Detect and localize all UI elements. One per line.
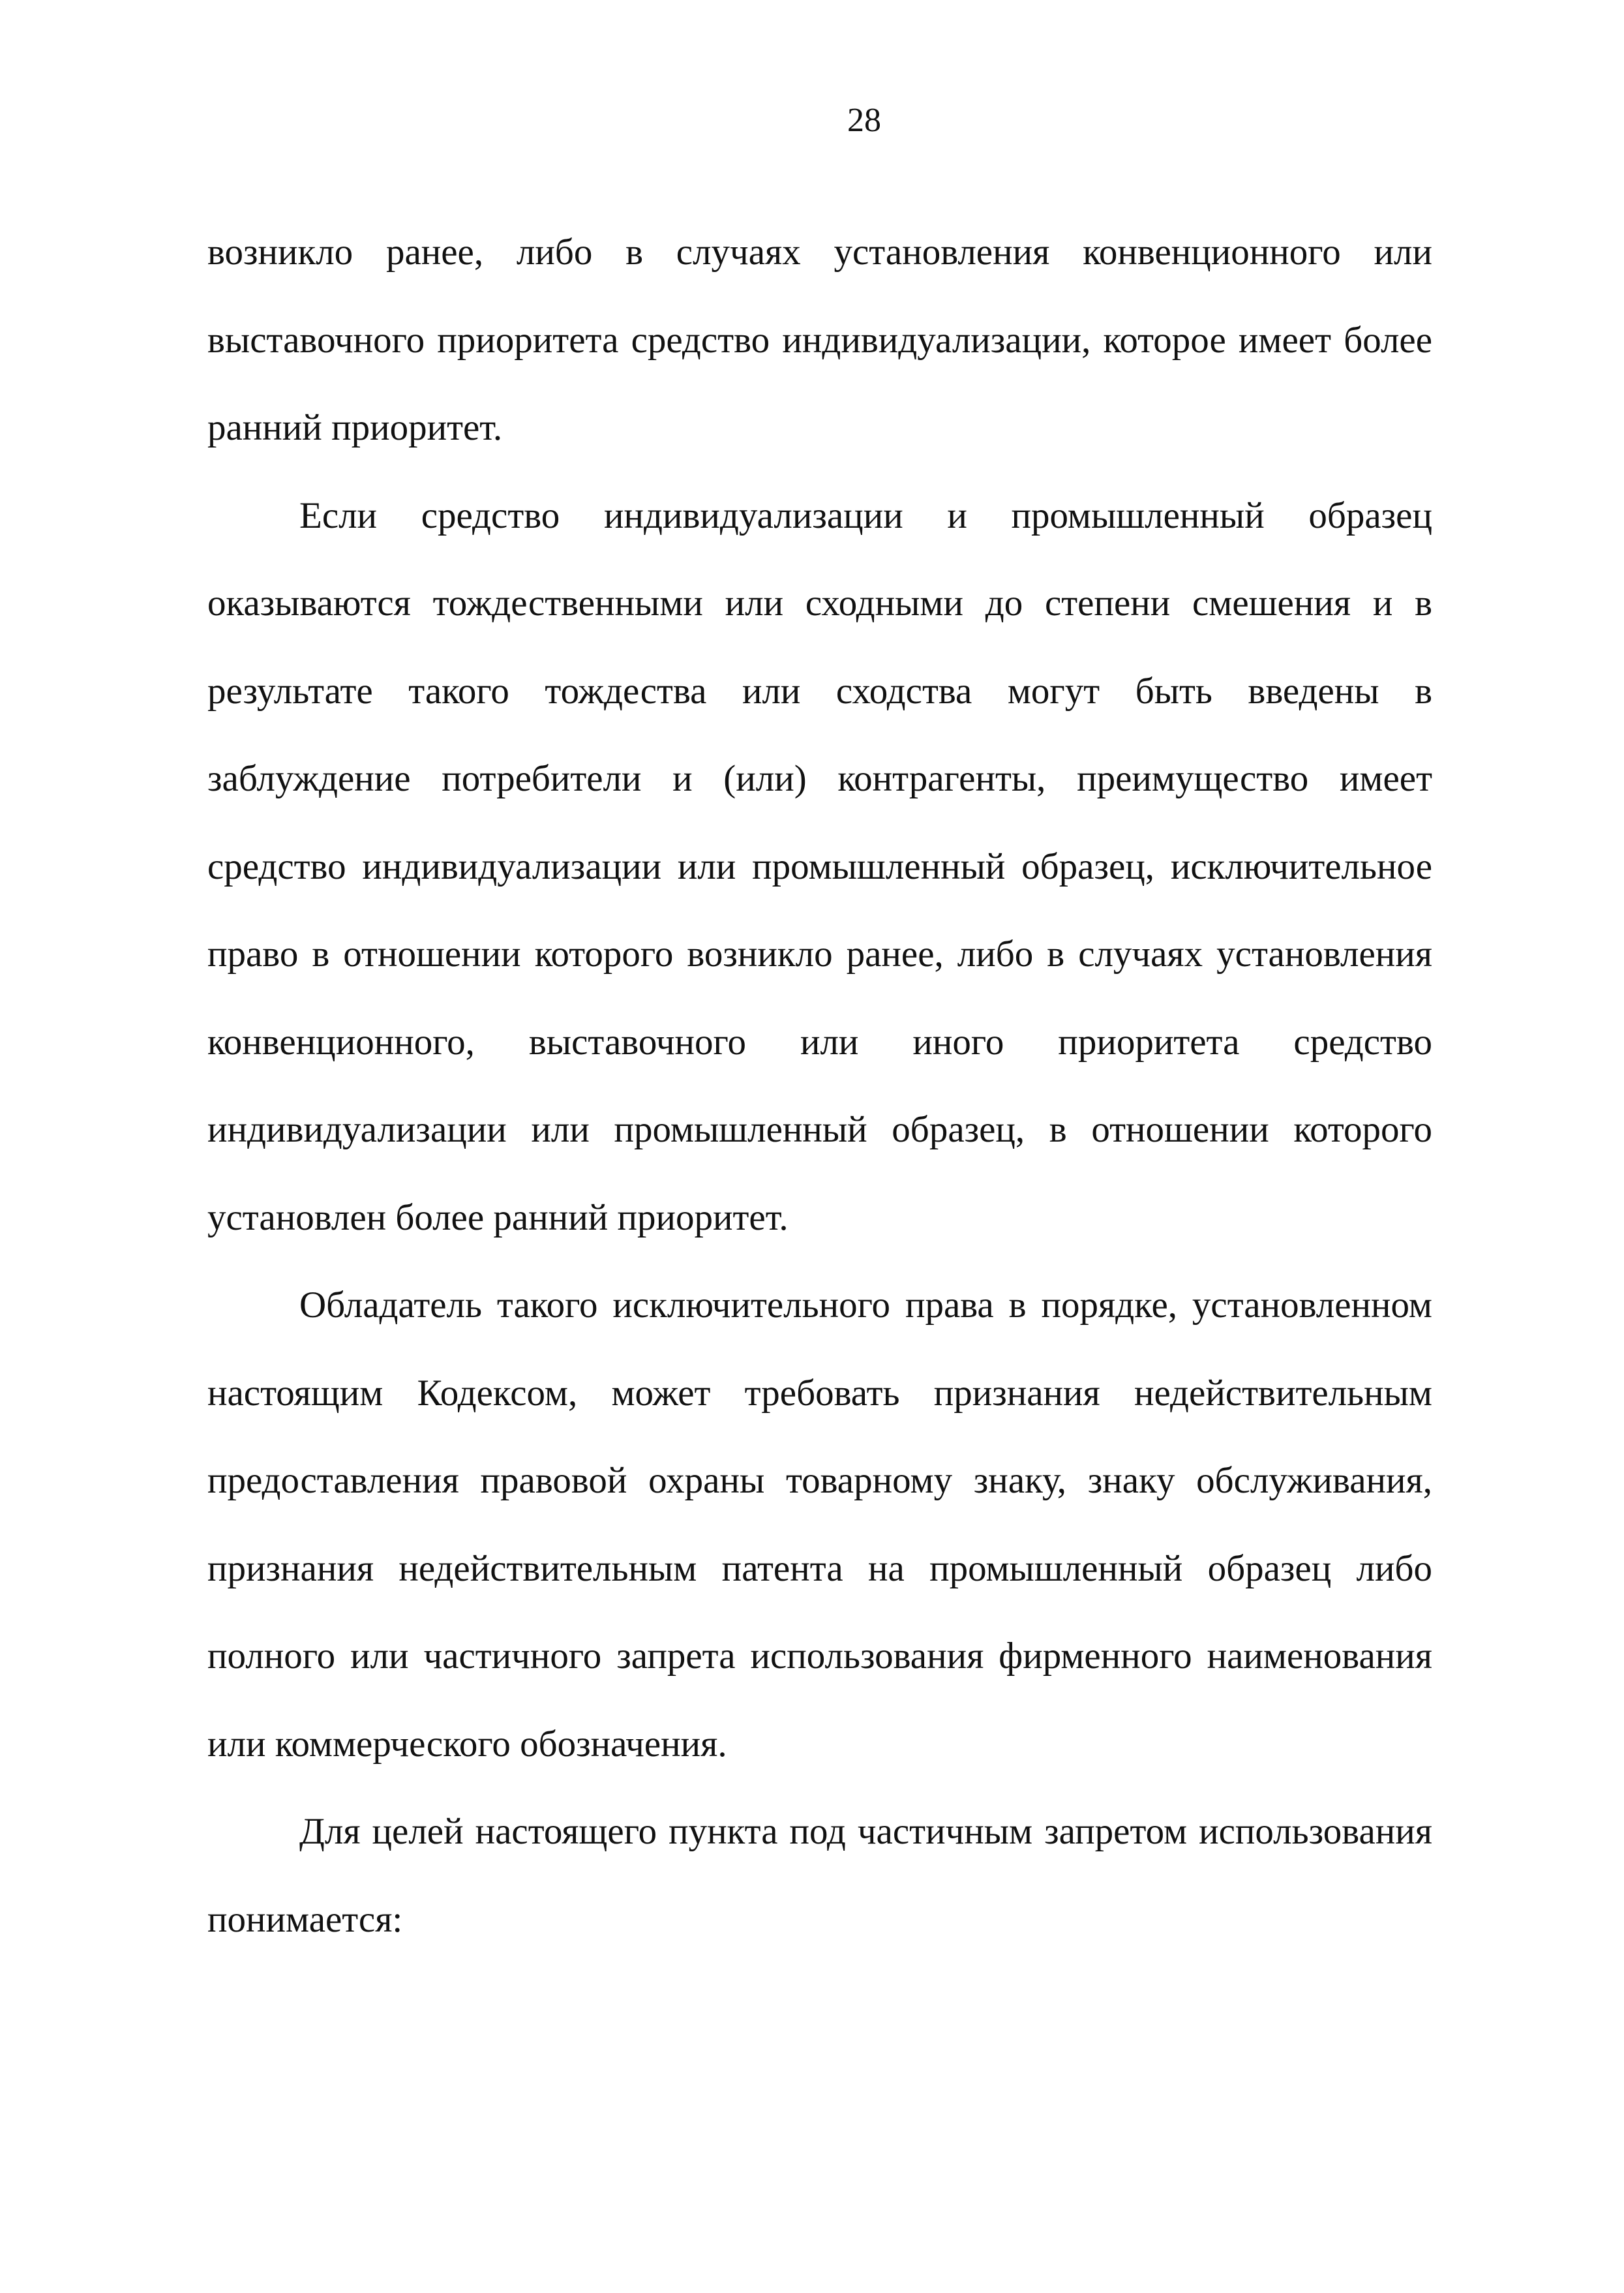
paragraph-continuation: возникло ранее, либо в случаях установления конвенционного или выставочного приоритета средство индивидуализации, которое имеет более ранний приоритет. [207, 232, 1432, 448]
document-body [207, 209, 1432, 1964]
paragraph-rights-holder: Обладатель такого исключительного права в порядке, установленном настоящим Кодексом, может требовать признания недействительным предоставления правовой охраны товарному знаку, знаку обслуживания, признания недействительным патента на промышленный образец либо полного или частичного запрета использования фирменного наименования или коммерческого обозначения. [207, 1284, 1432, 1765]
page-number: 28 [847, 102, 881, 139]
paragraph-priority-conflict: Если средство индивидуализации и промышленный образец оказываются тождественными или сходными до степени смешения и в результате такого тождества или сходства могут быть введены в заблуждение потребители и (или) контрагенты, преимущество имеет средство индивидуализации или промышленный образец, исключительное право в отношении которого возникло ранее, либо в случаях установления конвенционного, выставочного или иного приоритета средство индивидуализации или промышленный образец, в отношении которого установлен более ранний приоритет. [207, 494, 1432, 1238]
paragraph-partial-prohibition: Для целей настоящего пункта под частичным запретом использования понимается: [207, 1811, 1432, 1940]
